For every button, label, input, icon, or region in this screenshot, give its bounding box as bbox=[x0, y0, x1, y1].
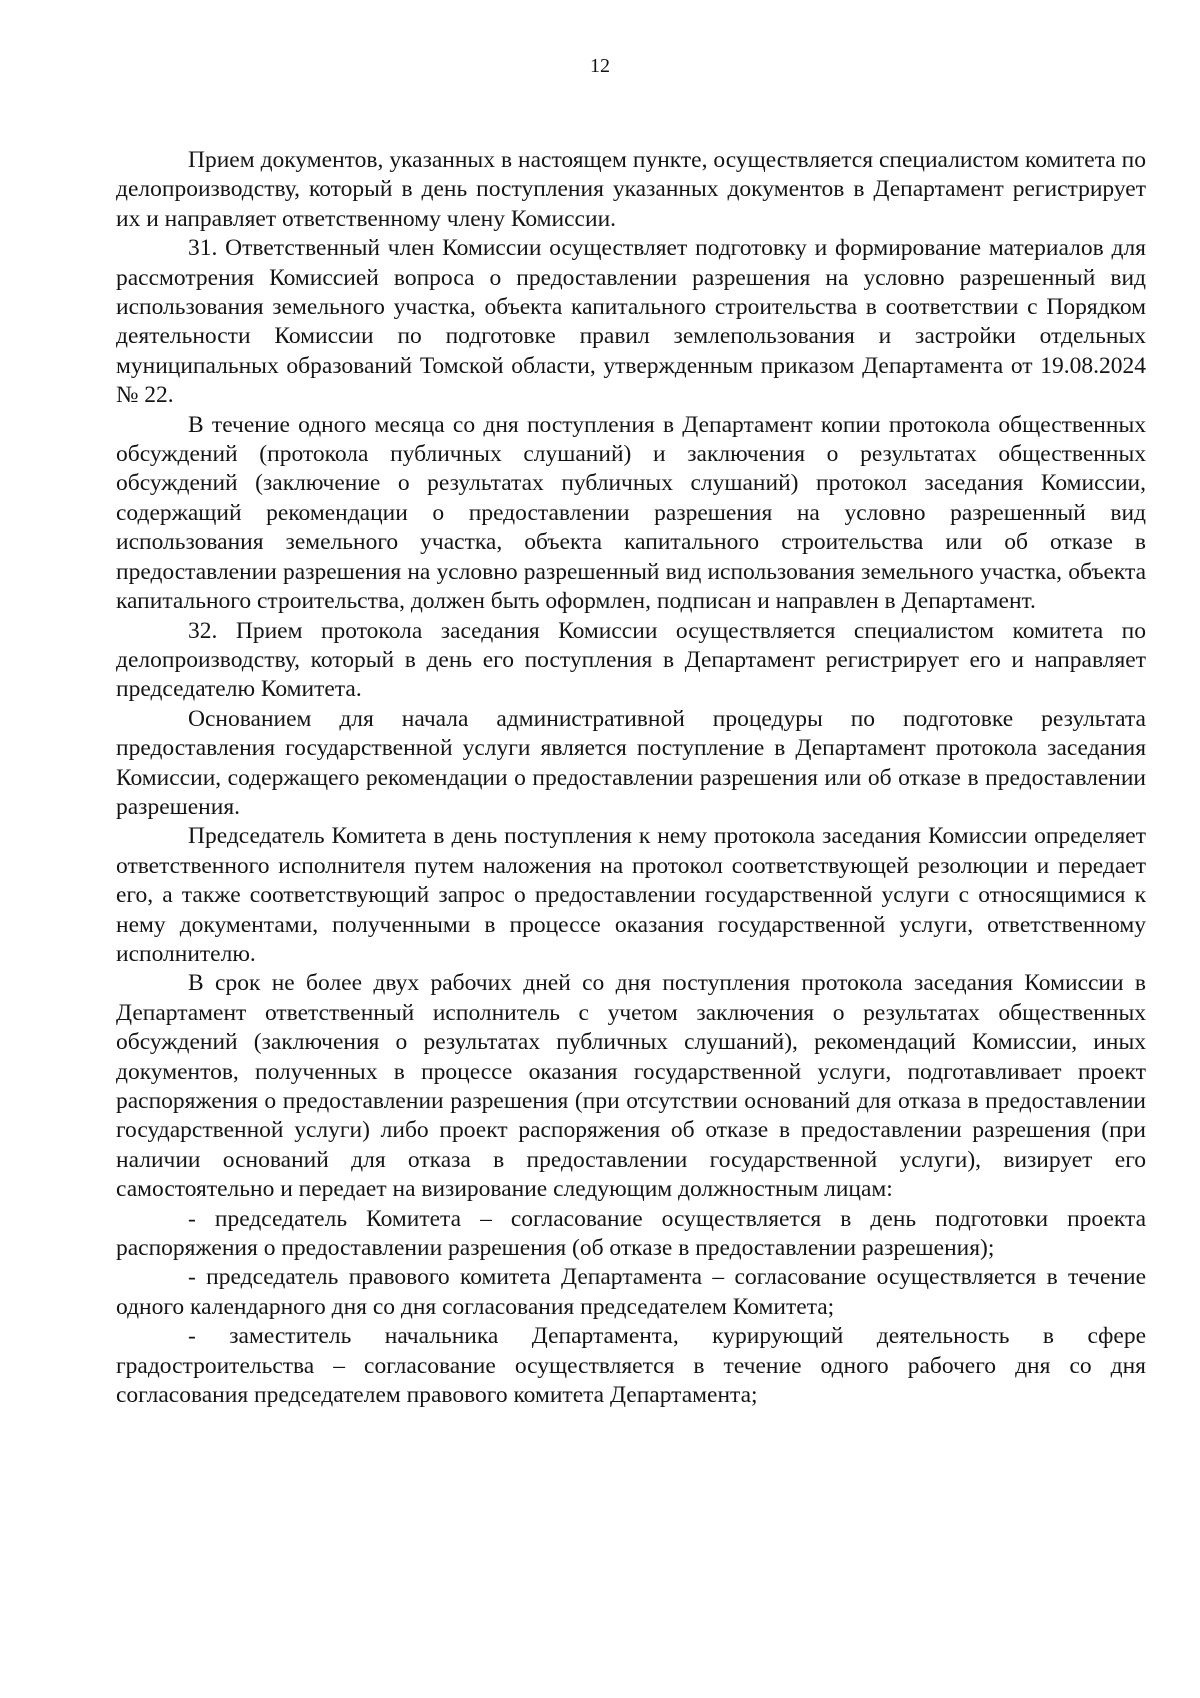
paragraph-one-month-protocol: В течение одного месяца со дня поступления в Департамент копии протокола общественных обсуждений (протокола публичных слушаний) и заключения о результатах общественных обсуждений (заключение о результатах публичных слушаний) протокол заседания Комиссии, содержащий рекомендации о предоставлении разрешения на условно разрешенный вид использования земельного участка, объекта капитального строительства или об отказе в предоставлении разрешения на условно разрешенный вид использования земельного участка, объекта капитального строительства, должен быть оформлен, подписан и направлен в Департамент. bbox=[116, 411, 1146, 615]
paragraph-two-day-deadline: В срок не более двух рабочих дней со дня поступления протокола заседания Комиссии в Департамент ответственный исполнитель с учетом заключения о результатах общественных обсуждений (заключения о результатах публичных слушаний), рекомендаций Комиссии, иных документов, полученных в процессе оказания государственной услуги, подготавливает проект распоряжения о предоставлении разрешения (при отсутствии оснований для отказа в предоставлении государственной услуги) либо проект распоряжения об отказе в предоставлении разрешения (при наличии оснований для отказа в предоставлении государственной услуги), визирует его самостоятельно и передает на визирование следующим должностным лицам: bbox=[116, 970, 1146, 1203]
document-body bbox=[116, 146, 1146, 1410]
paragraph-document-intake: Прием документов, указанных в настоящем пункте, осуществляется специалистом комитета по делопроизводству, который в день поступления указанных документов в Департамент регистрирует их и направляет ответственному члену Комиссии. bbox=[116, 147, 1146, 232]
list-item-deputy-head: - заместитель начальника Департамента, курирующий деятельность в сфере градостроительства – согласование осуществляется в течение одного рабочего дня со дня согласования председателем правового комитета Департамента; bbox=[116, 1323, 1146, 1409]
paragraph-procedure-basis: Основанием для начала административной процедуры по подготовке результата предоставления государственной услуги является поступление в Департамент протокола заседания Комиссии, содержащего рекомендации о предоставлении разрешения или об отказе в предоставлении разрешения. bbox=[116, 705, 1146, 820]
paragraph-committee-chair: Председатель Комитета в день поступления к нему протокола заседания Комиссии определяет ответственного исполнителя путем наложения на протокол соответствующей резолюции и передает его, а также соответствующий запрос о предоставлении государственной услуги с относящимися к нему документами, полученными в процессе оказания государственной услуги, ответственному исполнителю. bbox=[116, 823, 1146, 967]
list-item-legal-committee-chair: - председатель правового комитета Департамента – согласование осуществляется в течение одного календарного дня со дня согласования председателем Комитета; bbox=[116, 1264, 1146, 1320]
page-number: 12 bbox=[590, 55, 610, 77]
paragraph-32: 32. Прием протокола заседания Комиссии осуществляется специалистом комитета по делопроизводству, который в день его поступления в Департамент регистрирует его и направляет председателю Комитета. bbox=[116, 617, 1146, 703]
paragraph-31: 31. Ответственный член Комиссии осуществляет подготовку и формирование материалов для рассмотрения Комиссией вопроса о предоставлении разрешения на условно разрешенный вид использования земельного участка, объекта капитального строительства в соответствии с Порядком деятельности Комиссии по подготовке правил землепользования и застройки отдельных муниципальных образований Томской области, утвержденным приказом Департамента от 19.08.2024 № 22. bbox=[116, 235, 1146, 409]
list-item-committee-chair: - председатель Комитета – согласование осуществляется в день подготовки проекта распоряжения о предоставлении разрешения (об отказе в предоставлении разрешения); bbox=[116, 1205, 1146, 1262]
